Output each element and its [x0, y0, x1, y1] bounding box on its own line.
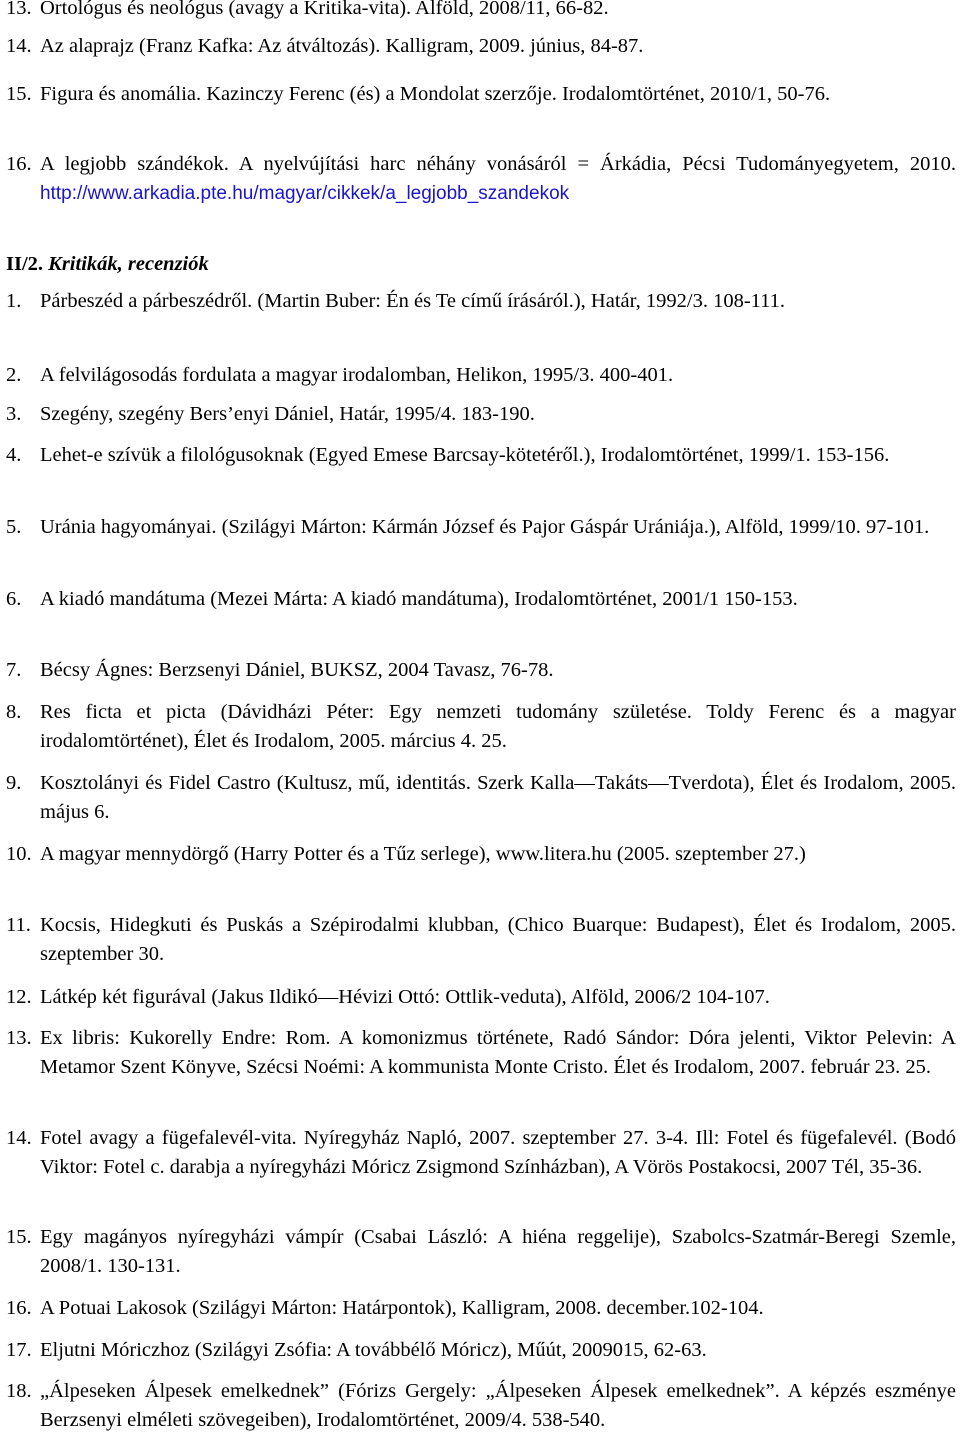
list-item — [6, 656, 956, 685]
item-text: Párbeszéd a párbeszédről. (Martin Buber: Én és Te című írásáról.), Határ, 1992/3. 108-111. — [40, 290, 785, 312]
list-item — [6, 441, 956, 470]
item-text: A legjobb szándékok. A nyelvújítási harc néhány vonásáról = Árkádia, Pécsi Tudományegyetem, 2010. — [40, 153, 956, 175]
list-item — [6, 1124, 956, 1182]
item-text: Res ficta et picta (Dávidházi Péter: Egy nemzeti tudomány születése. Toldy Ferenc és a magyar irodalomtörténet), Élet és Irodalom, 2005. március 4. 25. — [40, 701, 956, 752]
item-text: Bécsy Ágnes: Berzsenyi Dániel, BUKSZ, 2004 Tavasz, 76-78. — [40, 659, 554, 681]
item-text: Kocsis, Hidegkuti és Puskás a Szépirodalmi klubban, (Chico Buarque: Budapest), Élet és Irodalom, 2005. szeptember 30. — [40, 914, 956, 965]
item-number: 17. — [6, 1339, 32, 1361]
item-text: Eljutni Móriczhoz (Szilágyi Zsófia: A továbbélő Móricz), Műút, 2009015, 62-63. — [40, 1339, 707, 1361]
item-number: 12. — [6, 986, 32, 1008]
item-number: 5. — [6, 516, 22, 538]
list-item — [6, 840, 956, 869]
item-number: 13. — [6, 0, 32, 19]
item-text: Figura és anomália. Kazinczy Ferenc (és) a Mondolat szerzője. Irodalomtörténet, 2010/1, 50-76. — [40, 83, 831, 105]
section-heading — [6, 250, 209, 279]
item-number: 3. — [6, 403, 22, 425]
item-number: 14. — [6, 1127, 32, 1149]
item-number: 1. — [6, 290, 22, 312]
list-item — [6, 911, 956, 969]
list-item — [6, 1336, 956, 1365]
item-text: Ortológus és neológus (avagy a Kritika-vita). Alföld, 2008/11, 66-82. — [40, 0, 609, 19]
list-item — [6, 287, 956, 316]
list-item — [6, 1377, 956, 1435]
list-item — [6, 983, 956, 1012]
list-item — [6, 1294, 956, 1323]
item-text: Ex libris: Kukorelly Endre: Rom. A komonizmus története, Radó Sándor: Dóra jelenti, Viktor Pelevin: A Metamor Szent Könyve, Szécsi Noémi: A kommunista Monte Cristo. Élet és Irodalom, 2007. február 23. 25. — [40, 1027, 956, 1078]
item-number: 15. — [6, 83, 32, 105]
item-text: A Potuai Lakosok (Szilágyi Márton: Határpontok), Kalligram, 2008. december.102-104. — [40, 1297, 764, 1319]
item-number: 14. — [6, 35, 32, 57]
section-title: Kritikák, recenziók — [48, 253, 209, 275]
item-number: 2. — [6, 364, 22, 386]
item-number: 4. — [6, 444, 22, 466]
item-number: 13. — [6, 1027, 32, 1049]
item-number: 16. — [6, 1297, 32, 1319]
item-text: Egy magányos nyíregyházi vámpír (Csabai László: A hiéna reggelije), Szabolcs-Szatmár-Beregi Szemle, 2008/1. 130-131. — [40, 1226, 956, 1277]
item-text: Szegény, szegény Bers’enyi Dániel, Határ, 1995/4. 183-190. — [40, 403, 535, 425]
item-text: „Álpeseken Álpesek emelkednek” (Fórizs Gergely: „Álpeseken Álpesek emelkednek”. A képzés eszménye Berzsenyi elméleti szövegeiben), Irodalomtörténet, 2009/4. 538-540. — [40, 1380, 956, 1431]
item-number: 11. — [6, 914, 31, 936]
list-item — [6, 1223, 956, 1281]
list-item — [6, 150, 956, 208]
list-item — [6, 80, 956, 109]
arkadia-link[interactable]: http://www.arkadia.pte.hu/magyar/cikkek/a_legjobb_szandekok — [40, 183, 570, 204]
list-item — [6, 1024, 956, 1082]
list-item — [6, 0, 956, 23]
item-number: 16. — [6, 153, 32, 175]
item-text: A magyar mennydörgő (Harry Potter és a Tűz serlege), www.litera.hu (2005. szeptember 27.) — [40, 843, 806, 865]
item-text: Látkép két figurával (Jakus Ildikó—Hévizi Ottó: Ottlik-veduta), Alföld, 2006/2 104-107. — [40, 986, 770, 1008]
list-item — [6, 32, 956, 61]
item-text: Fotel avagy a fügefalevél-vita. Nyíregyház Napló, 2007. szeptember 27. 3-4. Ill: Fotel és fügefalevél. (Bodó Viktor: Fotel c. darabja a nyíregyházi Móricz Zsigmond Színházban), A Vörös Postakocsi, 2007 Tél, 35-36. — [40, 1127, 956, 1178]
item-number: 18. — [6, 1380, 32, 1402]
list-item — [6, 361, 956, 390]
item-text: A kiadó mandátuma (Mezei Márta: A kiadó mandátuma), Irodalomtörténet, 2001/1 150-153. — [40, 588, 798, 610]
item-text: Kosztolányi és Fidel Castro (Kultusz, mű, identitás. Szerk Kalla—Takáts—Tverdota), Élet és Irodalom, 2005. május 6. — [40, 772, 956, 823]
item-number: 10. — [6, 843, 32, 865]
list-item — [6, 400, 956, 429]
list-item — [6, 585, 956, 614]
item-text: Az alaprajz (Franz Kafka: Az átváltozás). Kalligram, 2009. június, 84-87. — [40, 35, 644, 57]
list-item — [6, 698, 956, 756]
list-item — [6, 769, 956, 827]
item-number: 15. — [6, 1226, 32, 1248]
item-number: 6. — [6, 588, 22, 610]
item-text: Uránia hagyományai. (Szilágyi Márton: Kármán József és Pajor Gáspár Urániája.), Alföld, 1999/10. 97-101. — [40, 516, 930, 538]
item-number: 7. — [6, 659, 22, 681]
item-text: A felvilágosodás fordulata a magyar irodalomban, Helikon, 1995/3. 400-401. — [40, 364, 674, 386]
item-number: 8. — [6, 701, 22, 723]
item-text: Lehet-e szívük a filológusoknak (Egyed Emese Barcsay-kötetéről.), Irodalomtörténet, 1999/1. 153-156. — [40, 444, 890, 466]
section-number: II/2. — [6, 253, 44, 275]
list-item — [6, 513, 956, 542]
item-number: 9. — [6, 772, 22, 794]
